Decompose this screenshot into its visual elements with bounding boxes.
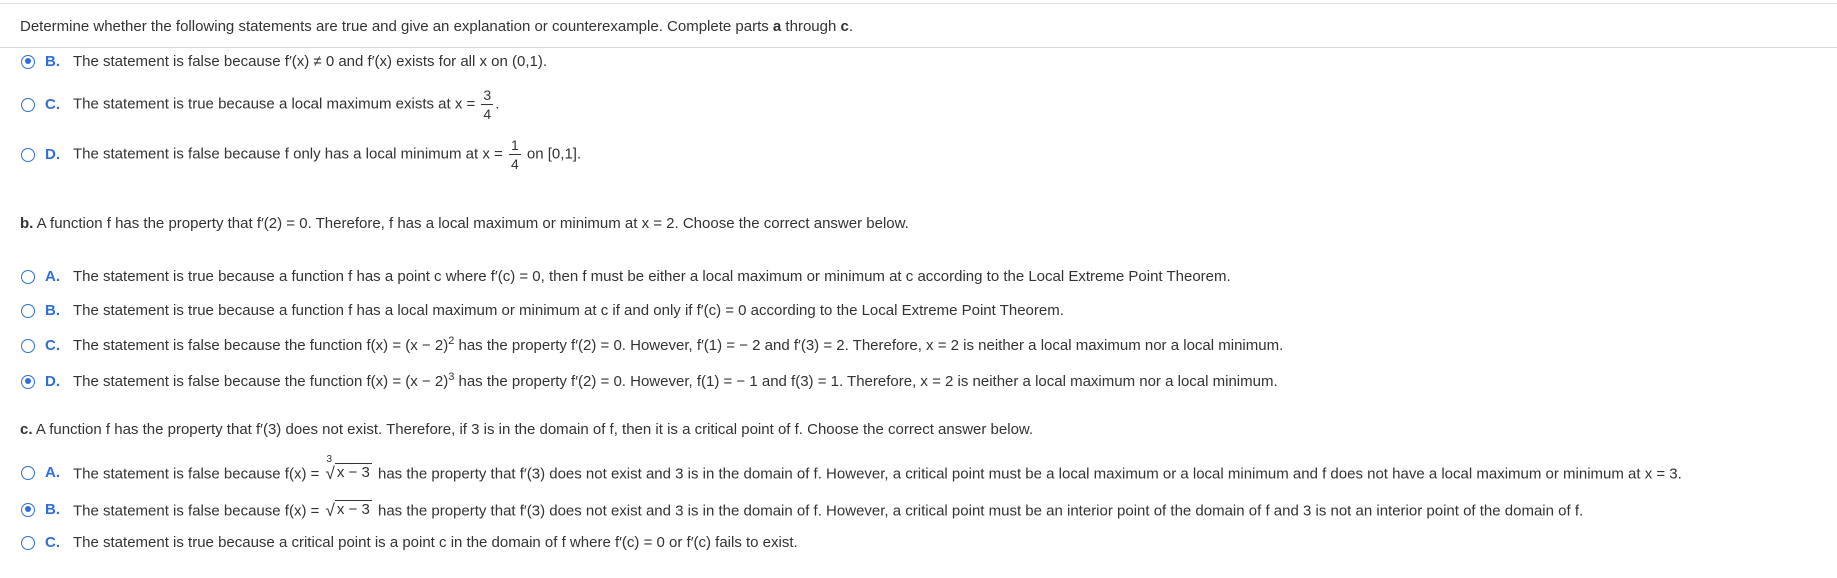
option-letter: B.	[45, 53, 60, 70]
radio-button[interactable]	[21, 98, 35, 112]
option-letter: C.	[45, 96, 60, 113]
radio-button[interactable]	[21, 304, 35, 318]
radio-button[interactable]	[21, 148, 35, 162]
option-letter: D.	[45, 373, 60, 390]
option-text: The statement is true because a local maximum exists at x = $\frac{3}{4}$ .	[73, 87, 500, 122]
option-text: The statement is true because a function f has a local maximum or minimum at c if and only if f′(c) = 0 according to the Local Extreme Point Theorem.	[73, 302, 1064, 319]
option-text: The statement is false because the function $f(x) = (x - 2)^2$ has the property f′(2) = 0. However, f′(1) = − 2 and f′(3) = 2. Therefore, x = 2 is neither a local maximum nor a local minimum.	[73, 335, 1284, 354]
square-root: √ x − 3	[325, 500, 370, 520]
radio-button[interactable]	[21, 339, 35, 353]
top-border	[0, 3, 1837, 4]
part-c-option-b[interactable]	[21, 500, 1583, 520]
option-text: The statement is false because the function $f(x) = (x - 2)^3$ has the property f′(2) = 0. However, f(1) = − 1 and f(3) = 1. Therefore, x = 2 is neither a local maximum nor a local minimum.	[73, 371, 1278, 390]
option-letter: B.	[45, 302, 60, 319]
instruction-text: Determine whether the following statements are true and give an explanation or counterexample. Complete parts a through c.	[20, 18, 853, 35]
fraction: $\frac{1}{4}$	[510, 137, 519, 172]
option-text: The statement is false because f only has a local minimum at x = $\frac{1}{4}$ on [0,1].	[73, 137, 582, 172]
radio-button[interactable]	[21, 466, 35, 480]
option-text: The statement is false because f(x) = √ x − 3 has the property that f′(3) does not exist and 3 is in the domain of f. However, a critical point must be an interior point of the domain of f and 3 is not an interior point of the domain of f.	[73, 500, 1584, 520]
option-text: The statement is false because f′(x) ≠ 0 and f′(x) exists for all x on (0,1).	[73, 53, 548, 70]
radio-button-selected[interactable]	[21, 375, 35, 389]
part-b-option-d[interactable]	[21, 373, 1278, 390]
radical-sign: √	[325, 463, 335, 483]
exponent: 3	[448, 371, 455, 383]
option-letter: D.	[45, 146, 60, 163]
instruction-divider	[0, 47, 1837, 48]
part-a-option-d[interactable]	[21, 138, 581, 171]
option-letter: A.	[45, 464, 60, 482]
option-letter: B.	[45, 501, 60, 519]
option-letter: C.	[45, 337, 60, 354]
radio-button-selected[interactable]	[21, 55, 35, 69]
option-letter: C.	[45, 534, 60, 551]
exponent: 2	[448, 335, 455, 347]
part-b-option-c[interactable]	[21, 337, 1283, 354]
option-letter: A.	[45, 268, 60, 285]
part-b-question: b. A function f has the property that f′(2) = 0. Therefore, f has a local maximum or minimum at x = 2. Choose the correct answer below.	[20, 215, 909, 232]
part-c-option-c[interactable]	[21, 534, 798, 551]
radio-button-selected[interactable]	[21, 503, 35, 517]
part-b-option-b[interactable]	[21, 302, 1064, 319]
radio-button[interactable]	[21, 270, 35, 284]
fraction: $\frac{3}{4}$	[483, 87, 492, 122]
option-text: The statement is false because f(x) = 3 √ x − 3 has the property that f′(3) does not exist and 3 is in the domain of f. However, a critical point must be a local maximum or a local minimum and f does not have a local maximum or minimum at x = 3.	[73, 454, 1682, 483]
part-b-option-a[interactable]	[21, 268, 1231, 285]
cube-root: 3 √ x − 3	[325, 454, 370, 483]
option-text: The statement is true because a function f has a point c where f′(c) = 0, then f must be either a local maximum or minimum at c according to the Local Extreme Point Theorem.	[73, 268, 1231, 285]
part-a-option-c[interactable]	[21, 88, 499, 121]
part-a-option-b[interactable]	[21, 53, 547, 70]
part-c-question: c. A function f has the property that f′(3) does not exist. Therefore, if 3 is in the domain of f, then it is a critical point of f. Choose the correct answer below.	[20, 421, 1034, 438]
option-text: The statement is true because a critical point is a point c in the domain of f where f′(c) = 0 or f′(c) fails to exist.	[73, 534, 798, 551]
radical-sign: √	[325, 500, 335, 520]
radio-button[interactable]	[21, 536, 35, 550]
part-c-option-a[interactable]	[21, 454, 1682, 483]
